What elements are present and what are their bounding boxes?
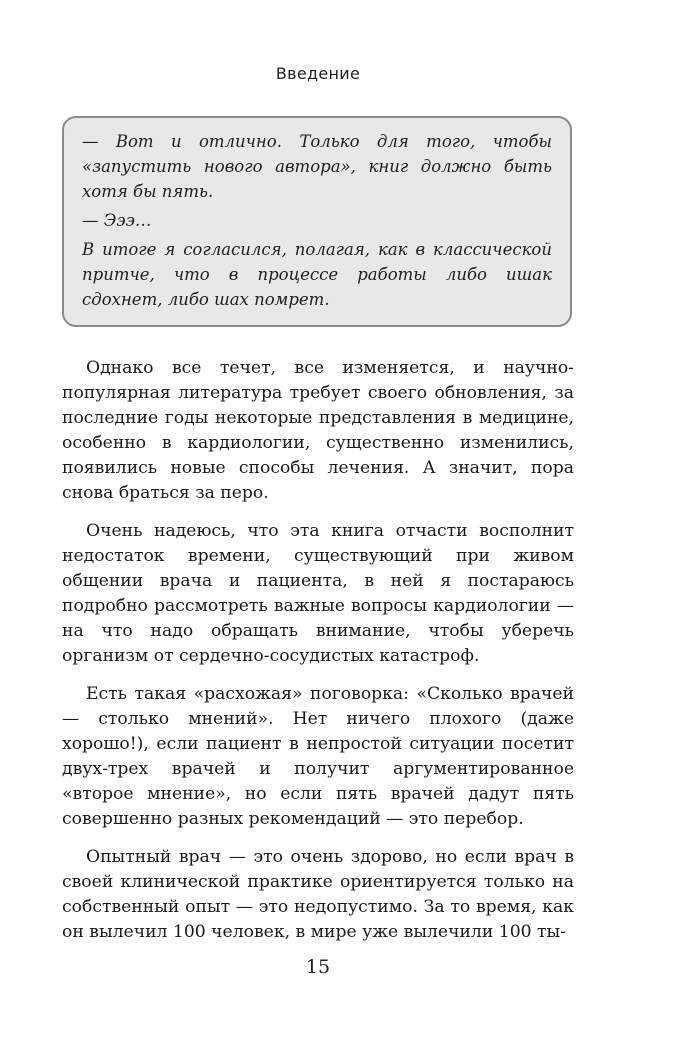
quote-paragraph-3: В итоге я согласился, полагая, как в классической притче, что в процессе работы либо ишак сдохнет, либо шах помрет. (82, 240, 552, 309)
quote-box (62, 116, 572, 327)
page-number: 15 (305, 956, 331, 978)
quote-paragraph-2: — Эээ… (82, 211, 152, 230)
quote-paragraph-1: — Вот и отлично. Только для того, чтобы «запустить нового автора», книг должно быть хотя бы пять. (82, 132, 552, 201)
body-paragraph-1: Однако все течет, все изменяется, и научно-популярная литература требует своего обновления, за последние годы некоторые представления в медицине, особенно в кардиологии, существенно изменились, появились новые способы лечения. А значит, пора снова браться за перо. (62, 358, 574, 503)
running-head: Введение (275, 64, 361, 83)
body-paragraph-2: Очень надеюсь, что эта книга отчасти восполнит недостаток времени, существующий при живом общении врача и пациента, в ней я постараюсь подробно рассмотреть важные вопросы кардиологии — на что надо обращать внимание, чтобы уберечь организм от сердечно-сосудистых катастроф. (62, 521, 574, 666)
body-paragraph-3: Есть такая «расхожая» поговорка: «Сколько врачей — столько мнений». Нет ничего плохого (даже хорошо!), если пациент в непростой ситуации посетит двух-трех врачей и получит аргументированное «второе мнение», но если пять врачей дадут пять совершенно разных рекомендаций — это перебор. (62, 684, 574, 829)
body-text (62, 356, 574, 958)
body-paragraph-4: Опытный врач — это очень здорово, но если врач в своей клинической практике ориентируется только на собственный опыт — это недопустимо. За то время, как он вылечил 100 человек, в мире уже вылечили 100 ты- (62, 847, 574, 942)
